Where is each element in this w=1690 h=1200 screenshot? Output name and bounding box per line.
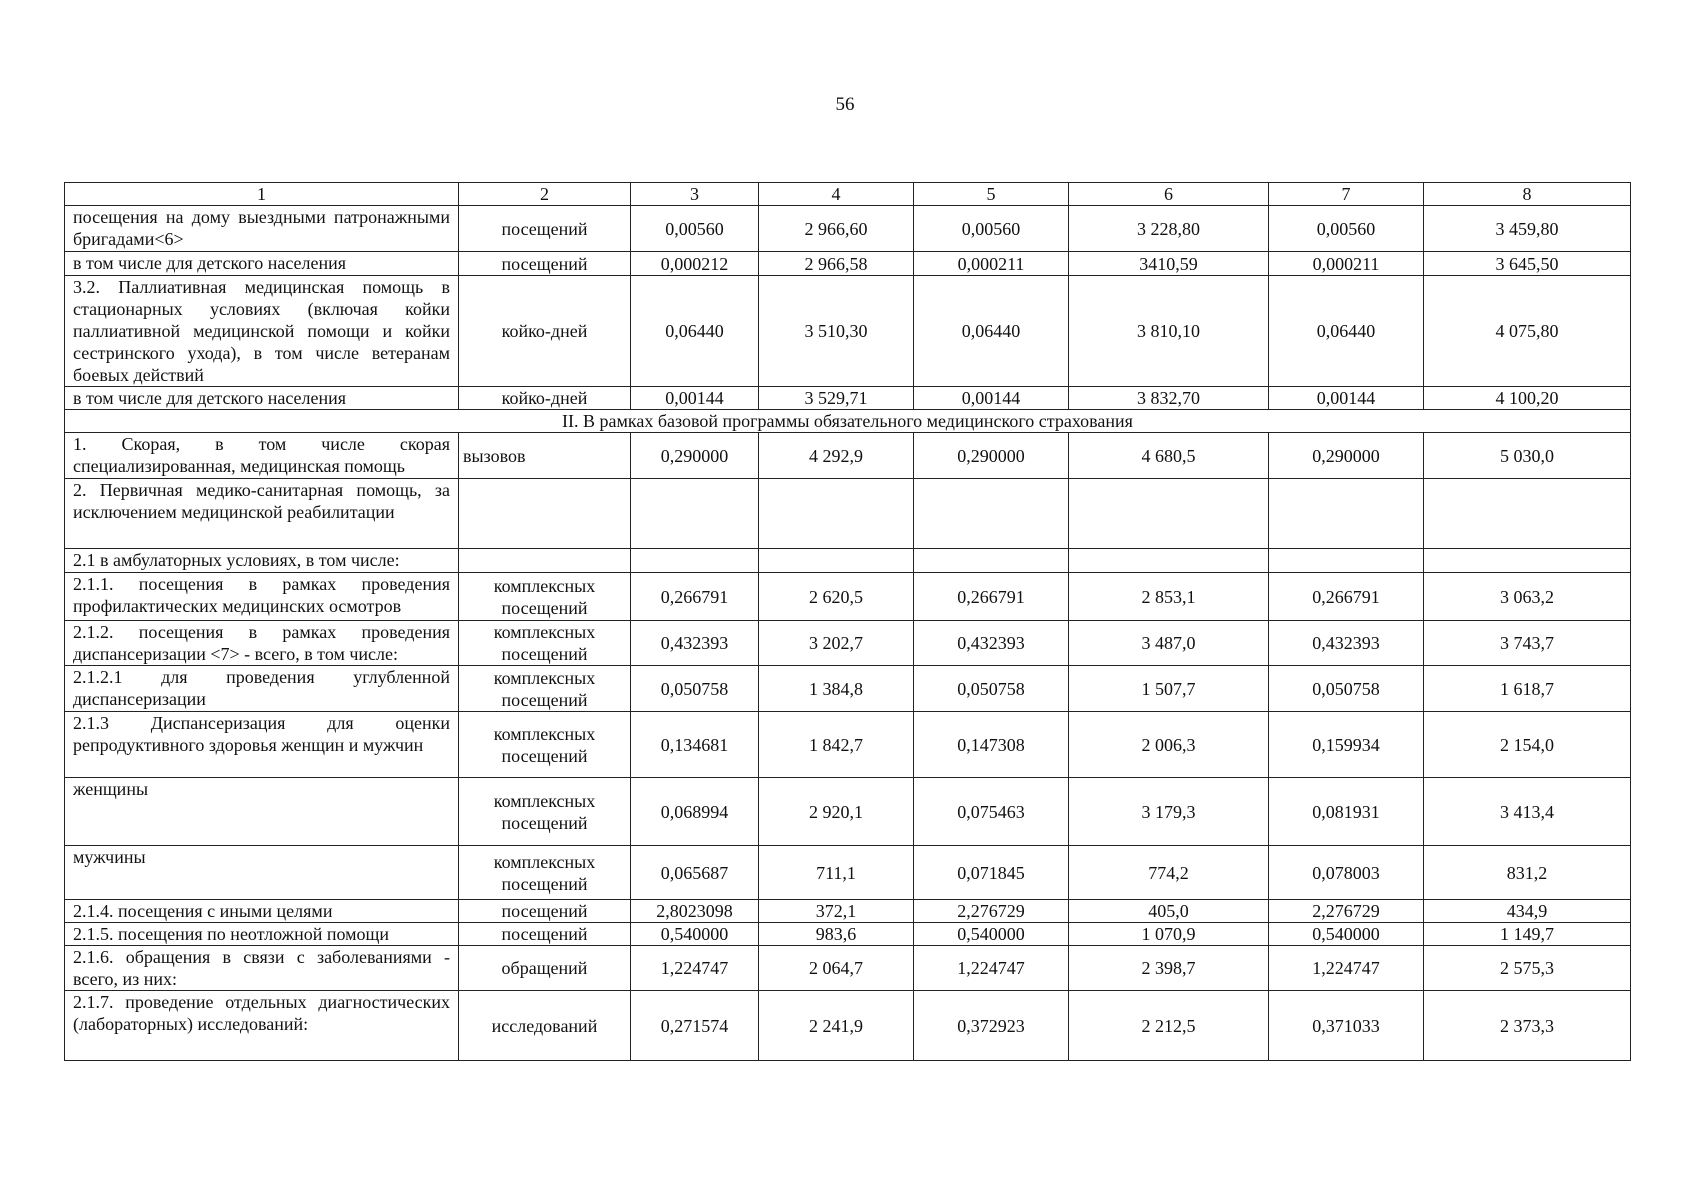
table-row	[65, 276, 1631, 387]
column-header-3: 3	[631, 183, 759, 206]
table-row	[65, 252, 1631, 276]
row-unit: посещений	[459, 252, 631, 276]
table-row	[65, 206, 1631, 252]
value-col-8: 2 373,3	[1424, 991, 1631, 1061]
value-col-8: 3 459,80	[1424, 206, 1631, 252]
value-col-3: 0,432393	[631, 621, 759, 666]
value-col-6: 2 398,7	[1069, 946, 1269, 991]
value-col-3: 0,00144	[631, 387, 759, 410]
value-col-6: 3 228,80	[1069, 206, 1269, 252]
row-name: 2.1.1. посещения в рамках проведения профилактических медицинских осмотров	[65, 573, 459, 621]
value-col-6: 3 179,3	[1069, 778, 1269, 846]
value-col-3: 0,00560	[631, 206, 759, 252]
data-table	[64, 182, 1631, 1061]
value-col-8: 434,9	[1424, 900, 1631, 923]
table-row	[65, 923, 1631, 946]
column-header-1: 1	[65, 183, 459, 206]
row-name: 2.1.2.1 для проведения углубленной диспансеризации	[65, 666, 459, 712]
column-header-6: 6	[1069, 183, 1269, 206]
section-row	[65, 410, 1631, 433]
value-col-5: 0,290000	[914, 433, 1069, 479]
table-row	[65, 479, 1631, 549]
value-col-5: 0,147308	[914, 712, 1069, 778]
value-col-3	[631, 549, 759, 573]
value-col-8: 1 149,7	[1424, 923, 1631, 946]
value-col-4: 2 241,9	[759, 991, 914, 1061]
table-row	[65, 778, 1631, 846]
value-col-5: 0,372923	[914, 991, 1069, 1061]
value-col-4: 2 966,58	[759, 252, 914, 276]
column-header-2: 2	[459, 183, 631, 206]
value-col-5: 0,00144	[914, 387, 1069, 410]
value-col-6: 3 487,0	[1069, 621, 1269, 666]
value-col-7	[1269, 479, 1424, 549]
value-col-5: 0,071845	[914, 846, 1069, 900]
value-col-8: 3 743,7	[1424, 621, 1631, 666]
value-col-7: 0,050758	[1269, 666, 1424, 712]
value-col-8: 2 575,3	[1424, 946, 1631, 991]
row-unit: исследований	[459, 991, 631, 1061]
row-unit	[459, 479, 631, 549]
value-col-6	[1069, 479, 1269, 549]
value-col-6: 1 070,9	[1069, 923, 1269, 946]
row-name: 2.1.2. посещения в рамках проведения диспансеризации <7> - всего, в том числе:	[65, 621, 459, 666]
value-col-4: 3 529,71	[759, 387, 914, 410]
value-col-3: 0,540000	[631, 923, 759, 946]
value-col-7: 0,540000	[1269, 923, 1424, 946]
value-col-4	[759, 549, 914, 573]
table-row	[65, 549, 1631, 573]
value-col-4: 1 384,8	[759, 666, 914, 712]
table-row	[65, 712, 1631, 778]
value-col-6: 3 810,10	[1069, 276, 1269, 387]
value-col-6: 2 006,3	[1069, 712, 1269, 778]
value-col-6: 4 680,5	[1069, 433, 1269, 479]
value-col-7: 0,081931	[1269, 778, 1424, 846]
value-col-8	[1424, 549, 1631, 573]
row-unit: посещений	[459, 206, 631, 252]
value-col-8: 3 413,4	[1424, 778, 1631, 846]
value-col-8	[1424, 479, 1631, 549]
value-col-8: 5 030,0	[1424, 433, 1631, 479]
value-col-4: 2 620,5	[759, 573, 914, 621]
table-row	[65, 387, 1631, 410]
value-col-4: 2 920,1	[759, 778, 914, 846]
row-name: 2.1.5. посещения по неотложной помощи	[65, 923, 459, 946]
value-col-3: 0,134681	[631, 712, 759, 778]
table-row	[65, 946, 1631, 991]
value-col-8: 3 645,50	[1424, 252, 1631, 276]
row-unit: комплексных посещений	[459, 621, 631, 666]
value-col-4	[759, 479, 914, 549]
value-col-5: 0,540000	[914, 923, 1069, 946]
row-name: в том числе для детского населения	[65, 387, 459, 410]
value-col-4: 4 292,9	[759, 433, 914, 479]
value-col-3: 0,065687	[631, 846, 759, 900]
value-col-5: 2,276729	[914, 900, 1069, 923]
table-row	[65, 666, 1631, 712]
value-col-3: 0,271574	[631, 991, 759, 1061]
value-col-4: 2 064,7	[759, 946, 914, 991]
row-name: 3.2. Паллиативная медицинская помощь в стационарных условиях (включая койки паллиативной медицинской помощи и койки сестринского ухода), в том числе ветеранам боевых действий	[65, 276, 459, 387]
value-col-7: 0,00560	[1269, 206, 1424, 252]
value-col-6: 2 212,5	[1069, 991, 1269, 1061]
row-unit: посещений	[459, 923, 631, 946]
value-col-6: 3 832,70	[1069, 387, 1269, 410]
value-col-6: 3410,59	[1069, 252, 1269, 276]
row-unit: посещений	[459, 900, 631, 923]
column-header-7: 7	[1269, 183, 1424, 206]
value-col-4: 3 510,30	[759, 276, 914, 387]
value-col-5: 0,06440	[914, 276, 1069, 387]
value-col-7: 0,078003	[1269, 846, 1424, 900]
value-col-3: 2,8023098	[631, 900, 759, 923]
value-col-4: 2 966,60	[759, 206, 914, 252]
value-col-3: 0,290000	[631, 433, 759, 479]
row-name: 2.1 в амбулаторных условиях, в том числе:	[65, 549, 459, 573]
row-unit: комплексных посещений	[459, 712, 631, 778]
value-col-3: 1,224747	[631, 946, 759, 991]
value-col-7	[1269, 549, 1424, 573]
table-row	[65, 900, 1631, 923]
row-unit: комплексных посещений	[459, 778, 631, 846]
value-col-7: 0,266791	[1269, 573, 1424, 621]
table-row	[65, 991, 1631, 1061]
value-col-6	[1069, 549, 1269, 573]
value-col-7: 0,432393	[1269, 621, 1424, 666]
value-col-7: 2,276729	[1269, 900, 1424, 923]
row-name: мужчины	[65, 846, 459, 900]
value-col-3: 0,000212	[631, 252, 759, 276]
row-unit: комплексных посещений	[459, 666, 631, 712]
value-col-3	[631, 479, 759, 549]
value-col-4: 1 842,7	[759, 712, 914, 778]
table-row	[65, 621, 1631, 666]
table-row	[65, 573, 1631, 621]
column-header-4: 4	[759, 183, 914, 206]
value-col-7: 1,224747	[1269, 946, 1424, 991]
value-col-8: 3 063,2	[1424, 573, 1631, 621]
row-unit: комплексных посещений	[459, 573, 631, 621]
value-col-5	[914, 549, 1069, 573]
value-col-3: 0,068994	[631, 778, 759, 846]
row-name: 2. Первичная медико-санитарная помощь, за исключением медицинской реабилитации	[65, 479, 459, 549]
value-col-5: 0,432393	[914, 621, 1069, 666]
value-col-5: 0,000211	[914, 252, 1069, 276]
value-col-6: 405,0	[1069, 900, 1269, 923]
value-col-5: 0,266791	[914, 573, 1069, 621]
value-col-4: 372,1	[759, 900, 914, 923]
row-name: в том числе для детского населения	[65, 252, 459, 276]
row-unit: вызовов	[459, 433, 631, 479]
value-col-5	[914, 479, 1069, 549]
row-name: 2.1.7. проведение отдельных диагностических (лабораторных) исследований:	[65, 991, 459, 1061]
value-col-7: 0,159934	[1269, 712, 1424, 778]
value-col-6: 774,2	[1069, 846, 1269, 900]
value-col-7: 0,00144	[1269, 387, 1424, 410]
row-name: 1. Скорая, в том числе скорая специализированная, медицинская помощь	[65, 433, 459, 479]
value-col-8: 2 154,0	[1424, 712, 1631, 778]
row-unit: обращений	[459, 946, 631, 991]
row-name: 2.1.4. посещения с иными целями	[65, 900, 459, 923]
value-col-5: 1,224747	[914, 946, 1069, 991]
value-col-8: 4 100,20	[1424, 387, 1631, 410]
value-col-7: 0,290000	[1269, 433, 1424, 479]
row-name: посещения на дому выездными патронажными бригадами<6>	[65, 206, 459, 252]
row-name: 2.1.3 Диспансеризация для оценки репродуктивного здоровья женщин и мужчин	[65, 712, 459, 778]
value-col-5: 0,00560	[914, 206, 1069, 252]
column-header-8: 8	[1424, 183, 1631, 206]
value-col-4: 983,6	[759, 923, 914, 946]
value-col-7: 0,000211	[1269, 252, 1424, 276]
section-title: II. В рамках базовой программы обязательного медицинского страхования	[65, 410, 1631, 433]
value-col-6: 2 853,1	[1069, 573, 1269, 621]
row-unit: койко-дней	[459, 387, 631, 410]
value-col-3: 0,050758	[631, 666, 759, 712]
row-name: 2.1.6. обращения в связи с заболеваниями - всего, из них:	[65, 946, 459, 991]
value-col-5: 0,050758	[914, 666, 1069, 712]
row-unit: койко-дней	[459, 276, 631, 387]
value-col-4: 3 202,7	[759, 621, 914, 666]
header-row	[65, 183, 1631, 206]
page-number: 56	[835, 94, 855, 115]
row-name: женщины	[65, 778, 459, 846]
value-col-8: 1 618,7	[1424, 666, 1631, 712]
value-col-7: 0,06440	[1269, 276, 1424, 387]
value-col-4: 711,1	[759, 846, 914, 900]
row-unit: комплексных посещений	[459, 846, 631, 900]
value-col-3: 0,266791	[631, 573, 759, 621]
value-col-8: 4 075,80	[1424, 276, 1631, 387]
value-col-7: 0,371033	[1269, 991, 1424, 1061]
value-col-6: 1 507,7	[1069, 666, 1269, 712]
table-row	[65, 846, 1631, 900]
value-col-8: 831,2	[1424, 846, 1631, 900]
table-row	[65, 433, 1631, 479]
value-col-3: 0,06440	[631, 276, 759, 387]
row-unit	[459, 549, 631, 573]
value-col-5: 0,075463	[914, 778, 1069, 846]
column-header-5: 5	[914, 183, 1069, 206]
